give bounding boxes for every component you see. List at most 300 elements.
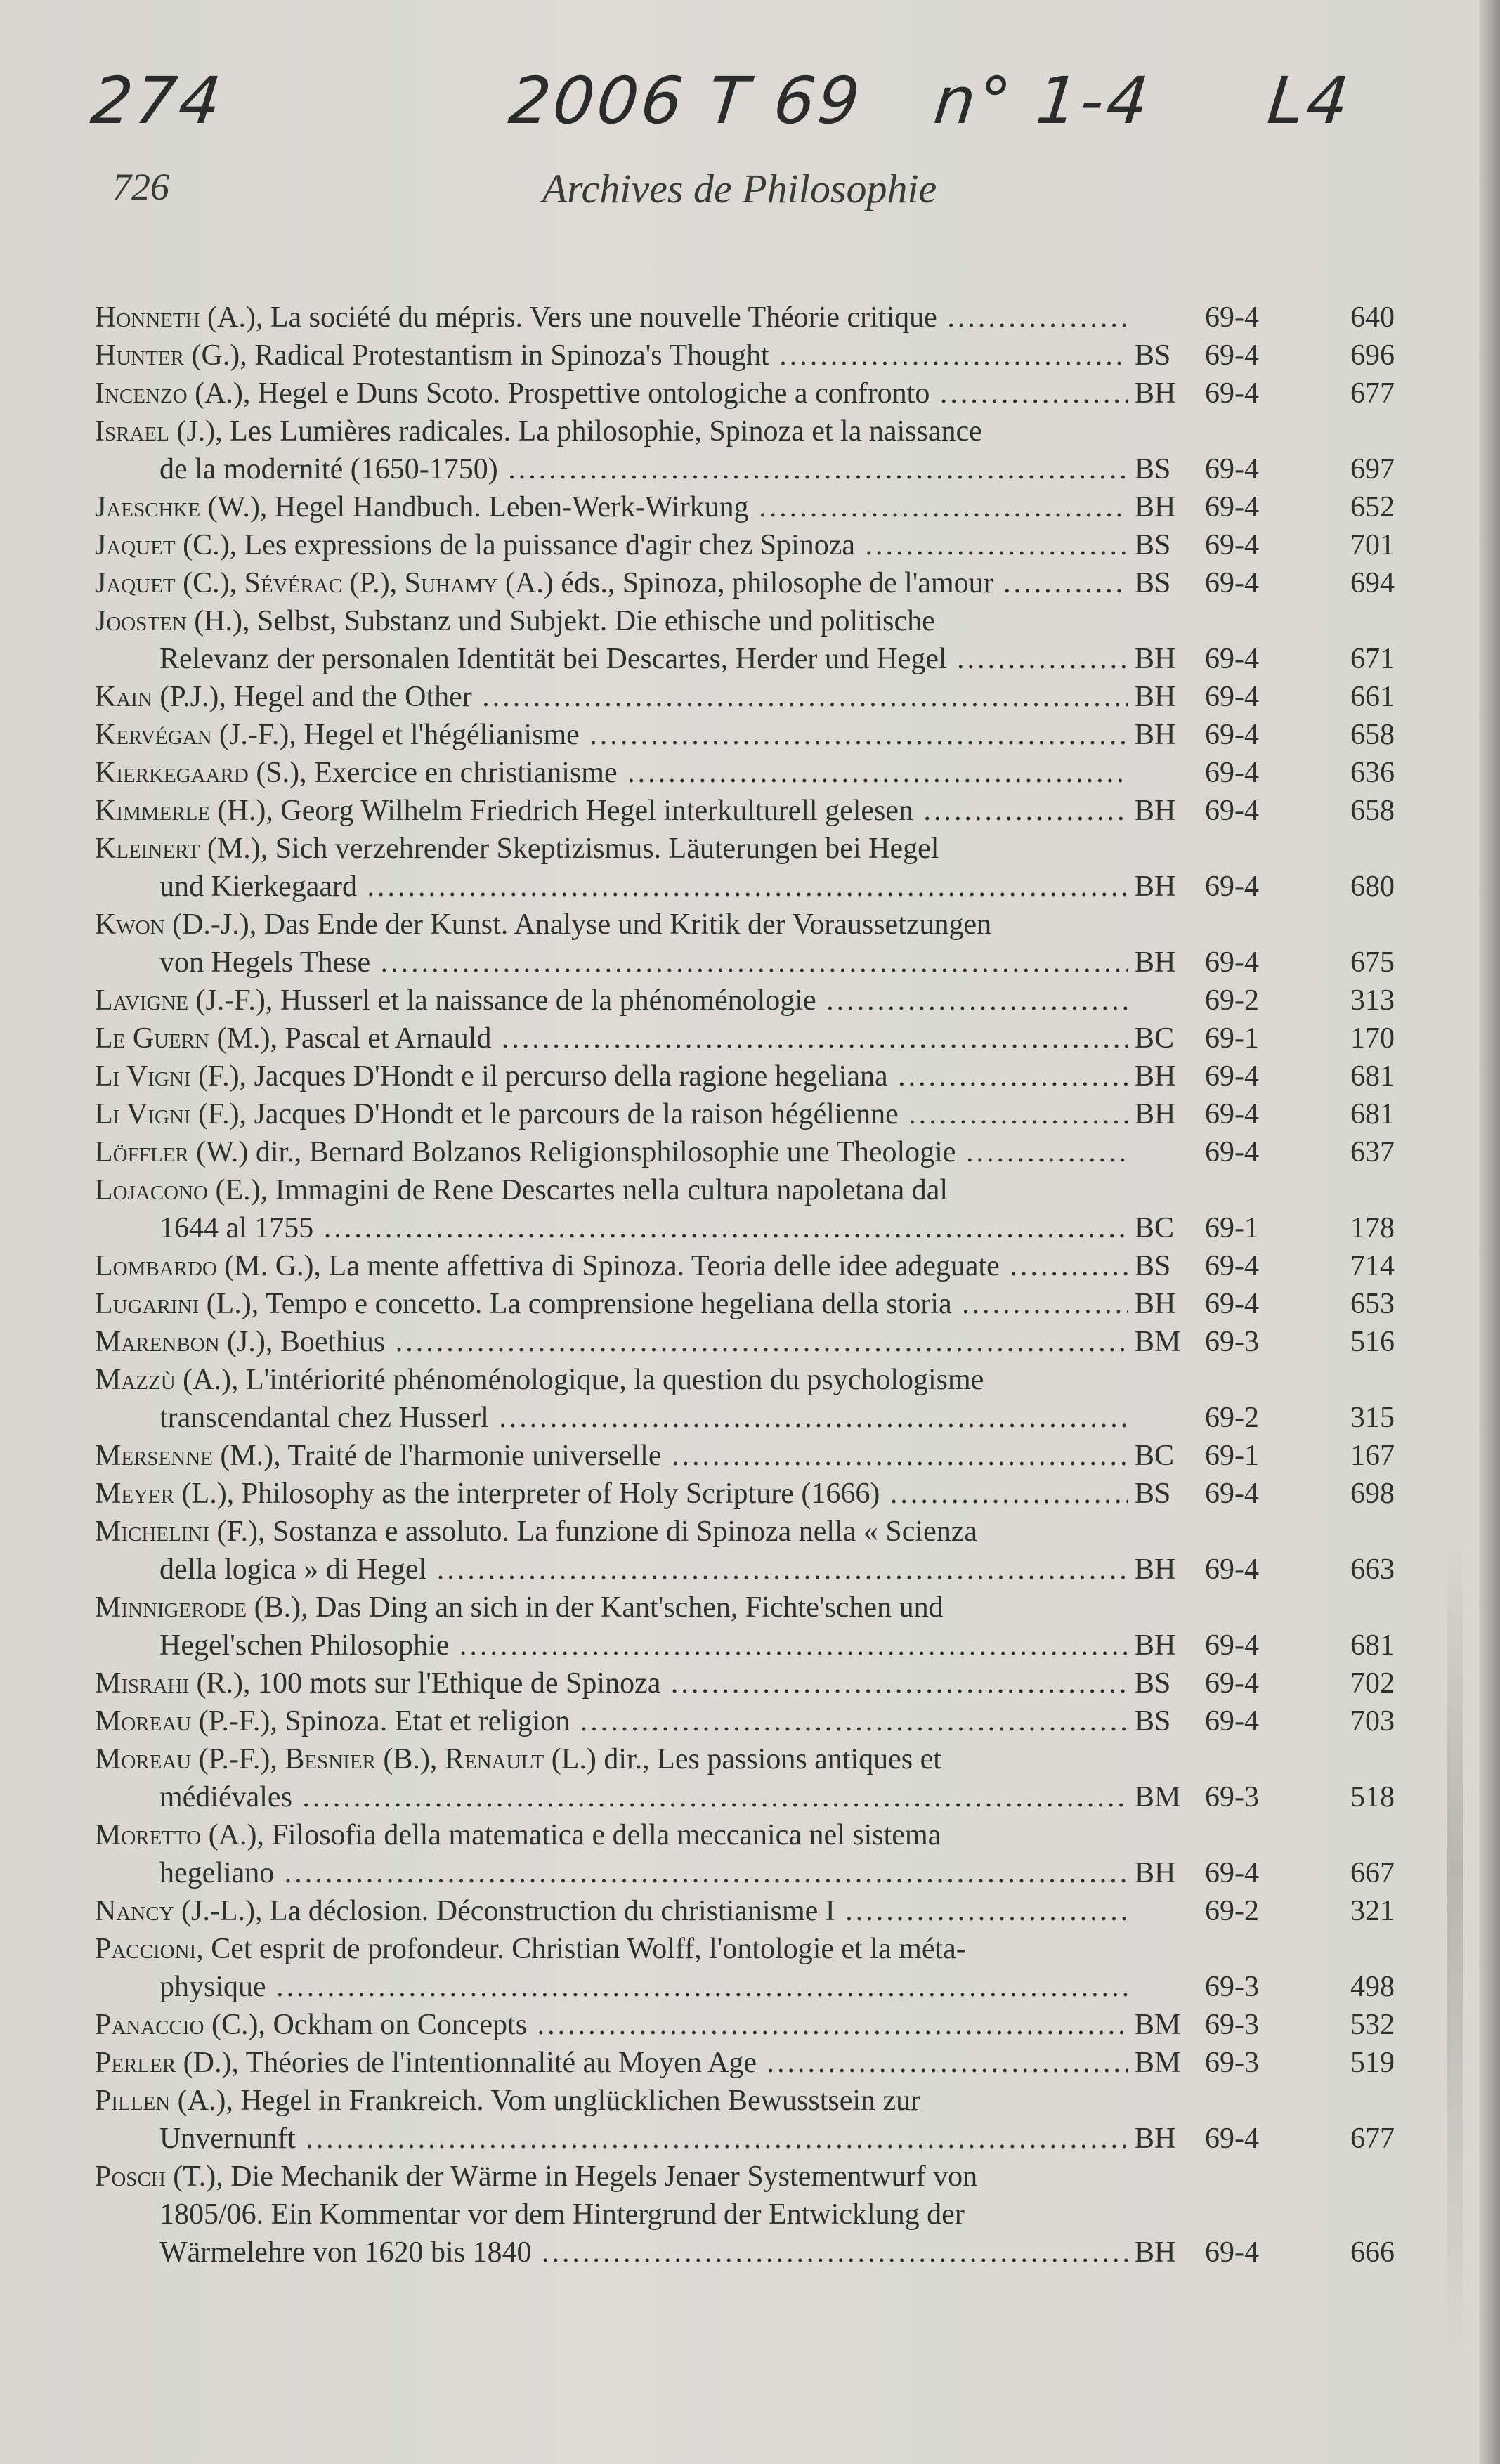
index-entry [95,602,1395,678]
entry-page: 677 [1350,2123,1395,2155]
index-entry [95,754,1395,792]
entry-reference [1135,337,1395,374]
handwritten-note-2: 2006 T 69 [505,63,866,138]
entry-reference [1135,1095,1395,1133]
entry-reference [1135,2044,1395,2082]
entry-page: 696 [1350,339,1395,372]
entry-line [95,564,1128,602]
entry-reference [1135,1019,1395,1057]
entry-section-code: BM [1135,2047,1181,2079]
entry-line [95,716,1128,754]
entry-title: Georg Wilhelm Friedrich Hegel interkulturell gelesen [280,795,914,827]
entry-line [95,792,1128,830]
index-entry [95,1171,1395,1247]
entry-volume: 69-4 [1205,453,1259,485]
entry-line [95,2120,1128,2158]
entry-reference [1135,374,1395,412]
entry-line [95,488,1128,526]
entry-title: Jacques D'Hondt e il percurso della ragione hegeliana [254,1060,888,1093]
entry-line [95,1247,1128,1285]
index-entry [95,1437,1395,1475]
entry-author: Kwon (D.-J.), [95,908,257,941]
entry-title: Das Ende der Kunst. Analyse und Kritik der Voraussetzungen [263,908,992,941]
index-entry [95,792,1395,830]
entry-author: Incenzo (A.), [95,377,251,410]
entry-page: 519 [1350,2047,1395,2079]
entry-reference [1135,678,1395,716]
entry-page: 697 [1350,453,1395,485]
index-entry [95,337,1395,374]
entry-section-code: BH [1135,1098,1176,1130]
entry-volume: 69-4 [1205,1857,1259,1889]
entry-reference [1135,1778,1395,1816]
entry-reference [1135,1664,1395,1702]
entry-section-code: BH [1135,1288,1176,1320]
entry-volume: 69-4 [1205,1288,1259,1320]
entry-title: Tempo e concetto. La comprensione hegeliana della storia [265,1288,952,1320]
entry-line [95,1399,1128,1437]
entry-title: Boethius [280,1326,386,1358]
index-entry [95,906,1395,982]
entry-volume: 69-3 [1205,1971,1259,2003]
entry-reference [1135,1437,1395,1475]
entry-title: della logica » di Hegel [159,1553,427,1586]
entry-page: 516 [1350,1326,1395,1358]
entry-title: Spinoza. Etat et religion [285,1705,570,1738]
entry-line [95,1930,1128,1968]
entry-author: Mazzù (A.), [95,1364,239,1396]
entry-line [95,1285,1128,1323]
entry-line [95,640,1128,678]
entry-line [95,906,1128,944]
entry-title: Filosofia della matematica e della meccanica nel sistema [271,1819,941,1851]
entry-page: 680 [1350,871,1395,903]
entry-title: Das Ding an sich in der Kant'schen, Fichte'schen und [315,1591,944,1624]
entry-reference [1135,1475,1395,1513]
entry-section-code: BS [1135,1667,1171,1700]
entry-page: 653 [1350,1288,1395,1320]
entry-title: transcendantal chez Husserl [159,1402,489,1434]
entry-author: Moreau (P.-F.), [95,1705,278,1738]
entry-page: 667 [1350,1857,1395,1889]
index-entry [95,1589,1395,1664]
entry-line [95,2006,1128,2044]
entry-volume: 69-4 [1205,871,1259,903]
entry-title: La mente affettiva di Spinoza. Teoria delle idee adeguate [328,1250,1000,1282]
index-entry [95,1247,1395,1285]
entry-author: Meyer (L.), [95,1478,235,1510]
entry-author: Marenbon (J.), [95,1326,273,1358]
entry-reference [1135,1323,1395,1361]
entry-title: physique [159,1971,266,2003]
entry-section-code: BS [1135,529,1171,561]
entry-page: 321 [1350,1895,1395,1927]
entry-volume: 69-3 [1205,1781,1259,1813]
entry-reference [1135,1702,1395,1740]
entry-volume: 69-4 [1205,1478,1259,1510]
entry-line [95,1664,1128,1702]
entry-volume: 69-3 [1205,1326,1259,1358]
entry-section-code: BH [1135,946,1176,979]
entry-author: Kimmerle (H.), [95,795,273,827]
entry-title: Hegel e Duns Scoto. Prospettive ontologiche a confronto [257,377,930,410]
entry-reference [1135,754,1395,792]
entry-page: 313 [1350,984,1395,1017]
entry-title: Cet esprit de profondeur. Christian Wolff, l'ontologie et la méta- [211,1933,966,1965]
entry-volume: 69-4 [1205,1098,1259,1130]
entry-page: 694 [1350,567,1395,599]
entry-line [95,1551,1128,1589]
entry-reference [1135,2234,1395,2271]
entry-section-code: BH [1135,1629,1176,1662]
index-entry [95,1513,1395,1589]
entry-reference [1135,1057,1395,1095]
entry-reference [1135,526,1395,564]
index-entry [95,1475,1395,1513]
index-entry [95,830,1395,906]
entry-section-code: BH [1135,1060,1176,1093]
entry-title: Die Mechanik der Wärme in Hegels Jenaer Systementwurf von [230,2160,978,2193]
entry-reference [1135,640,1395,678]
entry-line [95,602,1128,640]
entry-volume: 69-4 [1205,1629,1259,1662]
index-entry [95,716,1395,754]
entry-title: La déclosion. Déconstruction du christianisme I [269,1895,835,1927]
entry-section-code: BS [1135,567,1171,599]
entry-volume: 69-4 [1205,1667,1259,1700]
entry-line [95,526,1128,564]
entry-reference [1135,1285,1395,1323]
entry-title: hegeliano [159,1857,275,1889]
entry-line [95,1133,1128,1171]
entry-line [95,1171,1128,1209]
entry-title: Exercice en christianisme [314,757,618,789]
entry-volume: 69-4 [1205,719,1259,751]
entry-line [95,412,1128,450]
index-entry [95,2006,1395,2044]
entry-author: Lugarini (L.), [95,1288,259,1320]
entry-section-code: BH [1135,1857,1176,1889]
entry-reference [1135,564,1395,602]
entry-author: Perler (D.), [95,2047,239,2079]
entry-author: Israel (J.), [95,415,223,448]
entry-title: von Hegels These [159,946,371,979]
page-edge [1479,0,1500,2464]
entry-author: Misrahi (R.), [95,1667,251,1700]
entry-title: de la modernité (1650-1750) [159,453,498,485]
index-entry [95,1816,1395,1892]
entry-line [95,374,1128,412]
entry-title: Wärmelehre von 1620 bis 1840 [159,2236,532,2269]
entry-volume: 69-4 [1205,491,1259,523]
entry-author: Jaquet (C.), Sévérac (P.), Suhamy (A.) [95,567,554,599]
entry-line [95,1627,1128,1664]
entry-section-code: BC [1135,1022,1175,1055]
entry-author: Kleinert (M.), [95,833,268,865]
index-entry [95,488,1395,526]
entry-volume: 69-3 [1205,2047,1259,2079]
entry-line [95,2158,1128,2196]
entry-title: 100 mots sur l'Ethique de Spinoza [258,1667,661,1700]
index-entry [95,1702,1395,1740]
entry-author: Posch (T.), [95,2160,223,2193]
entry-page: 663 [1350,1553,1395,1586]
entry-page: 652 [1350,491,1395,523]
entry-page: 315 [1350,1402,1395,1434]
index-entry [95,1664,1395,1702]
entry-title: Les expressions de la puissance d'agir chez Spinoza [244,529,856,561]
entry-reference [1135,2006,1395,2044]
entry-title: Philosophy as the interpreter of Holy Scripture (1666) [241,1478,880,1510]
entry-volume: 69-4 [1205,301,1259,334]
entry-title: Sich verzehrender Skeptizismus. Läuterungen bei Hegel [275,833,939,865]
entry-title: Hegel et l'hégélianisme [304,719,580,751]
entry-author: Le Guern (M.), [95,1022,278,1055]
entry-author: Jaquet (C.), [95,529,237,561]
entry-author: Li Vigni (F.), [95,1098,247,1130]
entry-title: Pascal et Arnauld [285,1022,492,1055]
entry-volume: 69-4 [1205,757,1259,789]
entry-line [95,1816,1128,1854]
entry-author: Kierkegaard (S.), [95,757,307,789]
entry-volume: 69-4 [1205,377,1259,410]
entry-section-code: BH [1135,377,1176,410]
entry-page: 658 [1350,719,1395,751]
entry-reference [1135,1399,1395,1437]
index-entry [95,1930,1395,2006]
entry-reference [1135,1551,1395,1589]
entry-section-code: BM [1135,2009,1181,2041]
entry-page: 681 [1350,1060,1395,1093]
entry-reference [1135,716,1395,754]
entry-reference [1135,2120,1395,2158]
entry-author: Joosten (H.), [95,605,250,637]
entry-title: Hegel and the Other [233,681,472,713]
entry-volume: 69-4 [1205,795,1259,827]
entry-section-code: BS [1135,339,1171,372]
entry-section-code: BS [1135,1250,1171,1282]
entry-volume: 69-2 [1205,1895,1259,1927]
entry-title: 1805/06. Ein Kommentar vor dem Hintergrund der Entwicklung der [159,2198,965,2231]
entry-author: Mersenne (M.), [95,1440,281,1472]
entry-page: 681 [1350,1629,1395,1662]
index-entry [95,2082,1395,2158]
entry-author: Pillen (A.), [95,2085,233,2117]
entry-line [95,2082,1128,2120]
entry-author: Lavigne (J.-F.), [95,984,273,1017]
entry-line [95,2196,1128,2234]
index-entry [95,1133,1395,1171]
entry-reference [1135,1209,1395,1247]
entry-section-code: BH [1135,643,1176,675]
handwritten-note-4: L4 [1264,63,1355,138]
entry-title: Husserl et la naissance de la phénoménologie [280,984,816,1017]
entry-section-code: BH [1135,719,1176,751]
entry-line [95,1854,1128,1892]
entry-volume: 69-4 [1205,946,1259,979]
entry-author: Nancy (J.-L.), [95,1895,263,1927]
index-entry [95,1285,1395,1323]
entry-line [95,868,1128,906]
entry-title: Hegel in Frankreich. Vom unglücklichen Bewusstsein zur [240,2085,921,2117]
entry-author: Panaccio (C.), [95,2009,266,2041]
entry-title: Ockham on Concepts [273,2009,528,2041]
entry-volume: 69-4 [1205,567,1259,599]
entry-page: 701 [1350,529,1395,561]
index-entry [95,2044,1395,2082]
entry-title: L'intériorité phénoménologique, la question du psychologisme [245,1364,984,1396]
index-entry [95,412,1395,488]
entry-reference [1135,944,1395,982]
entry-reference [1135,1247,1395,1285]
handwritten-note-3: n° 1-4 [930,63,1155,138]
entry-volume: 69-4 [1205,1553,1259,1586]
entry-reference [1135,488,1395,526]
entry-title: Hegel Handbuch. Leben-Werk-Wirkung [274,491,749,523]
entry-page: 661 [1350,681,1395,713]
entry-page: 698 [1350,1478,1395,1510]
entry-line [95,1778,1128,1816]
entry-volume: 69-1 [1205,1212,1259,1244]
entry-title: dir., Les passions antiques et [604,1743,941,1775]
entry-page: 703 [1350,1705,1395,1738]
index-entry [95,1740,1395,1816]
entry-page: 681 [1350,1098,1395,1130]
entry-volume: 69-3 [1205,2009,1259,2041]
entry-volume: 69-4 [1205,339,1259,372]
entry-title: 1644 al 1755 [159,1212,314,1244]
entry-page: 640 [1350,301,1395,334]
entry-line [95,1968,1128,2006]
entry-reference [1135,1968,1395,2006]
entry-section-code: BM [1135,1781,1181,1813]
entry-line [95,1437,1128,1475]
entry-reference [1135,982,1395,1019]
entry-page: 702 [1350,1667,1395,1700]
entry-page: 637 [1350,1136,1395,1168]
index-entry [95,526,1395,564]
entry-title: Théories de l'intentionnalité au Moyen Age [245,2047,757,2079]
entry-page: 658 [1350,795,1395,827]
entry-line [95,1323,1128,1361]
entry-title: éds., Spinoza, philosophe de l'amour [561,567,993,599]
entry-page: 714 [1350,1250,1395,1282]
entry-line [95,754,1128,792]
entry-volume: 69-2 [1205,984,1259,1017]
index-entry [95,564,1395,602]
entry-section-code: BH [1135,681,1176,713]
entry-section-code: BH [1135,491,1176,523]
entry-author: Lojacono (E.), [95,1174,268,1206]
index-entry [95,982,1395,1019]
index-entry [95,678,1395,716]
entry-author: Minnigerode (B.), [95,1591,308,1624]
entry-reference [1135,1133,1395,1171]
entry-author: Michelini (F.), [95,1515,266,1548]
entry-title: Immagini de Rene Descartes nella cultura napoletana dal [275,1174,948,1206]
entry-title: Selbst, Substanz und Subjekt. Die ethische und politische [257,605,935,637]
entry-title: Jacques D'Hondt et le parcours de la raison hégélienne [254,1098,899,1130]
entry-author: Moretto (A.), [95,1819,264,1851]
index-entry [95,1361,1395,1437]
entry-line [95,1589,1128,1627]
entry-page: 170 [1350,1022,1395,1055]
entry-line [95,678,1128,716]
entry-line [95,1475,1128,1513]
entry-page: 167 [1350,1440,1395,1472]
index-entry [95,1057,1395,1095]
entry-volume: 69-1 [1205,1022,1259,1055]
entry-page: 677 [1350,377,1395,410]
entry-line [95,1057,1128,1095]
handwritten-note-1: 274 [87,63,228,138]
entry-title: Les Lumières radicales. La philosophie, Spinoza et la naissance [230,415,982,448]
entry-page: 532 [1350,2009,1395,2041]
entry-line [95,1019,1128,1057]
entry-author: Moreau (P.-F.), Besnier (B.), Renault (L.) [95,1743,596,1775]
entry-line [95,1702,1128,1740]
entry-page: 666 [1350,2236,1395,2269]
entry-section-code: BH [1135,2123,1176,2155]
entry-volume: 69-4 [1205,1705,1259,1738]
entry-page: 671 [1350,643,1395,675]
entry-line [95,1892,1128,1930]
entry-line [95,1209,1128,1247]
entry-line [95,450,1128,488]
entry-title: Radical Protestantism in Spinoza's Thought [254,339,769,372]
entry-line [95,830,1128,868]
entry-reference [1135,1892,1395,1930]
entry-author: Paccioni, [95,1933,204,1965]
entry-author: Jaeschke (W.), [95,491,268,523]
index-entries [95,299,1395,2271]
index-entry [95,1095,1395,1133]
entry-page: 636 [1350,757,1395,789]
entry-author: Honneth (A.), [95,301,263,334]
entry-section-code: BC [1135,1440,1175,1472]
index-entry [95,299,1395,337]
running-title: Archives de Philosophie [542,166,937,211]
entry-line [95,944,1128,982]
entry-volume: 69-1 [1205,1440,1259,1472]
entry-reference [1135,450,1395,488]
entry-volume: 69-4 [1205,681,1259,713]
index-entry [95,1019,1395,1057]
entry-volume: 69-4 [1205,1060,1259,1093]
entry-line [95,337,1128,374]
entry-line [95,982,1128,1019]
entry-line [95,1513,1128,1551]
entry-section-code: BC [1135,1212,1175,1244]
entry-title: Traité de l'harmonie universelle [287,1440,662,1472]
index-entry [95,1323,1395,1361]
entry-reference [1135,299,1395,337]
entry-reference [1135,792,1395,830]
entry-title: La société du mépris. Vers une nouvelle Théorie critique [270,301,937,334]
entry-line [95,2234,1128,2271]
entry-line [95,1095,1128,1133]
entry-line [95,1361,1128,1399]
entry-section-code: BS [1135,453,1171,485]
entry-page: 675 [1350,946,1395,979]
entry-volume: 69-4 [1205,1136,1259,1168]
entry-section-code: BH [1135,871,1176,903]
entry-volume: 69-2 [1205,1402,1259,1434]
entry-section-code: BS [1135,1705,1171,1738]
entry-title: und Kierkegaard [159,871,358,903]
entry-volume: 69-4 [1205,529,1259,561]
page-number: 726 [112,166,169,208]
